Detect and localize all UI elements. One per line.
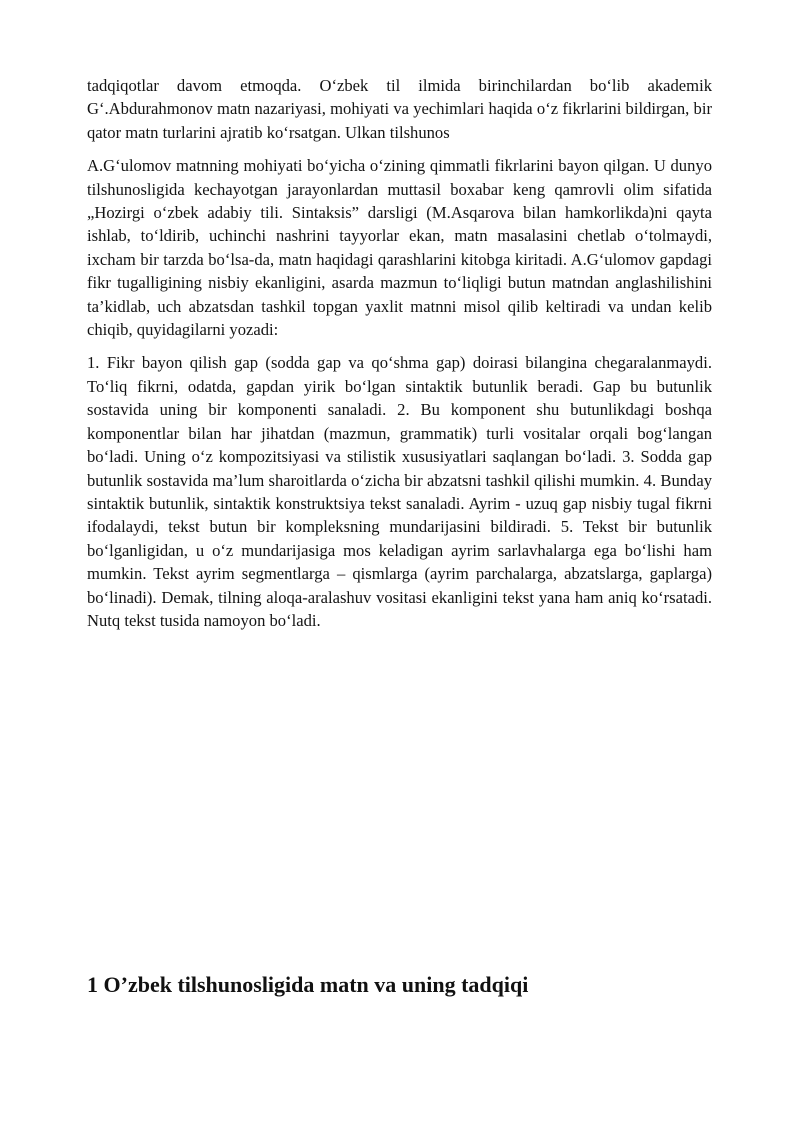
paragraph-intro: tadqiqotlar davom etmoqda. O‘zbek til ilmida birinchilardan bo‘lib akademik G‘.Abdurahmonov matn nazariyasi, mohiyati va yechimlari haqida o‘z fikrlarini bildirgan, bir qator matn turlarini ajratib ko‘rsatgan. Ulkan tilshunos (87, 76, 712, 142)
section-heading: 1 O’zbek tilshunosligida matn va uning tadqiqi (87, 972, 529, 997)
paragraph-gulomov-views: A.G‘ulomov matnning mohiyati bo‘yicha o‘zining qimmatli fikrlarini bayon qilgan. U dunyo tilshunosligida kechayotgan jarayonlardan muttasil boxabar keng qamrovli olim sifatida „Hozirgi o‘zbek adabiy tili. Sintaksis” darsligi (M.Asqarova bilan hamkorlikda)ni qayta ishlab, to‘ldirib, uchinchi nashrini tayyorlar ekan, matn masalasini chetlab o‘tolmaydi, ixcham bir tarzda bo‘lsa-da, matn haqidagi qarashlarini kitobga kiritadi. A.G‘ulomov gapdagi fikr tugalligining nisbiy ekanligini, asarda mazmun to‘liqligi butun matndan anglashilishini ta’kidlab, uch abzatsdan tashkil topgan yaxlit matnni misol qilib keltiradi va undan kelib chiqib, quyidagilarni yozadi: (87, 156, 712, 340)
paragraph-numbered-theses: 1. Fikr bayon qilish gap (sodda gap va qo‘shma gap) doirasi bilangina chegaralanmaydi. To‘liq fikrni, odatda, gapdan yirik bo‘lgan sintaktik butunlik beradi. Gap bu butunlik sostavida uning bir komponenti sanaladi. 2. Bu komponent shu butunlikdagi boshqa komponentlar bilan har jihatdan (mazmun, grammatik) turli vositalar orqali bog‘langan bo‘ladi. Uning o‘z kompozitsiyasi va stilistik xususiyatlari saqlangan bo‘ladi. 3. Sodda gap butunlik sostavida ma’lum sharoitlarda o‘zicha bir abzatsni tashkil qilishi mumkin. 4. Bunday sintaktik butunlik, sintaktik konstruktsiya tekst sanaladi. Ayrim - uzuq gap nisbiy tugal fikrni ifodalaydi, tekst butun bir kompleksning mundarijasini bildiradi. 5. Tekst bir butunlik bo‘lganligidan, u o‘z mundarijasiga mos keladigan ayrim sarlavhalarga ega bo‘lishi ham mumkin. Tekst ayrim segmentlarga – qismlarga (ayrim parchalarga, abzatslarga, gaplarga) bo‘linadi). Demak, tilning aloqa-aralashuv vositasi ekanligini tekst yana ham aniq ko‘rsatadi. Nutq tekst tusida namoyon bo‘ladi. (87, 353, 712, 630)
body-text (87, 74, 712, 642)
